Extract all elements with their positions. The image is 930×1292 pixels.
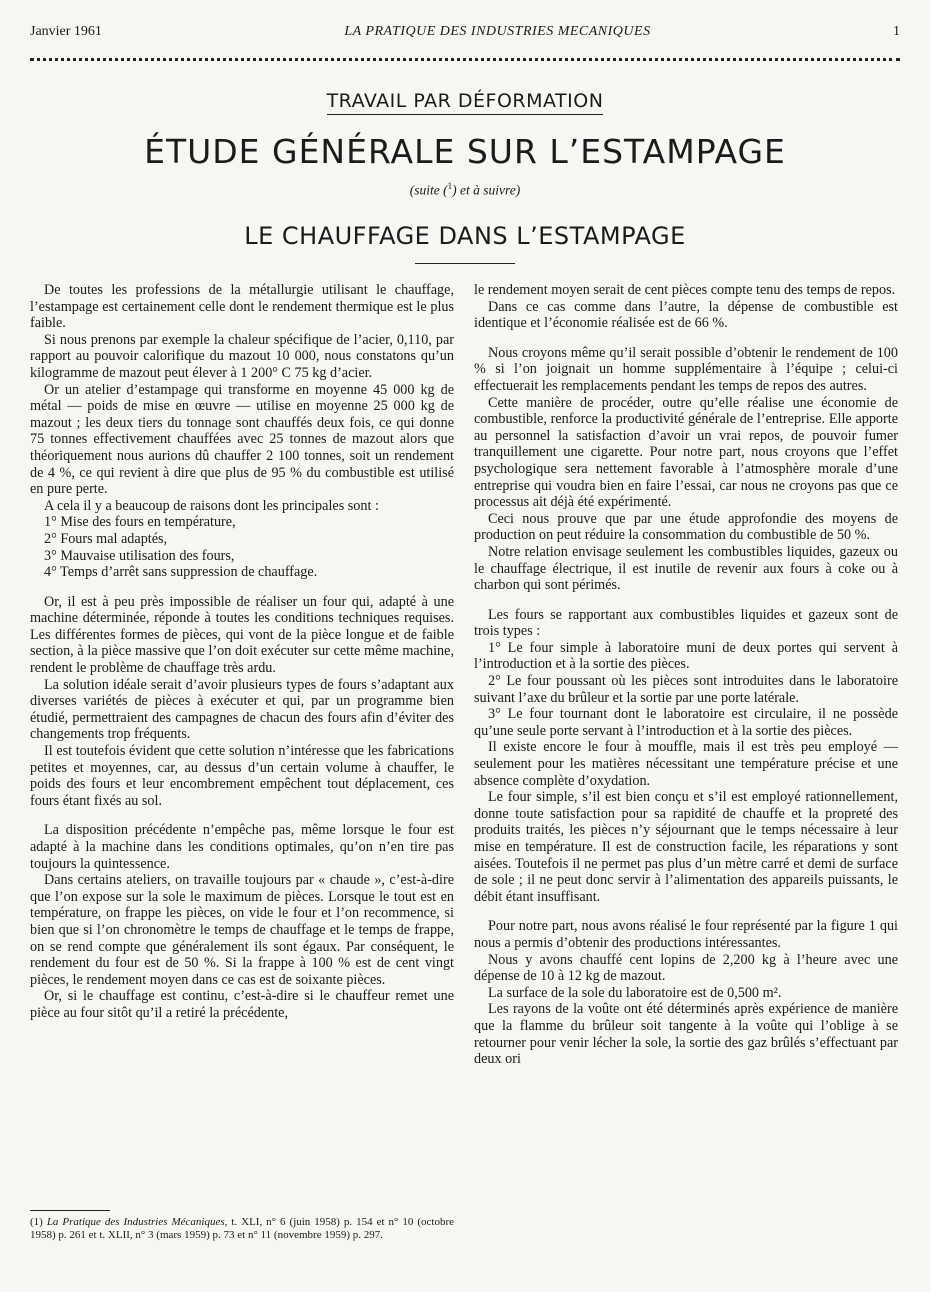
paragraph: De toutes les professions de la métallurgie utilisant le chauffage, l’estampage est certainement celle dont le rendement thermique est le plus faible.	[30, 282, 454, 332]
footnote-marker: (1)	[30, 1216, 43, 1228]
paragraph: Or un atelier d’estampage qui transforme en moyenne 45 000 kg de métal — poids de mise en œuvre — utilise en moyenne 25 000 kg de mazout ; les deux tiers du tonnage sont chauffés deux fois, ce qui donne 75 tonnes effectivement chauffées avec 25 tonnes de mazout alors que théoriquement nous aurions dû chauffer 2 100 tonnes, soit un rendement de 4 %, ce qui revient à dire que plus de 95 % du combustible est utilisé en pure perte.	[30, 381, 454, 498]
article-subtitle	[0, 181, 930, 199]
section-label-text: TRAVAIL PAR DÉFORMATION	[327, 90, 604, 115]
list-item: 2° Le four poussant où les pièces sont introduites dans le laboratoire suivant l’axe du brûleur et la sortie par une porte latérale.	[474, 673, 898, 706]
list-item: 3° Mauvaise utilisation des fours,	[44, 547, 235, 564]
list-item: 3° Le four tournant dont le laboratoire est circulaire, il ne possède qu’une seule porte servant à l’introduction et à la sortie des pièces.	[474, 706, 898, 739]
journal-name: LA PRATIQUE DES INDUSTRIES MECANIQUES	[344, 24, 651, 39]
paragraph: Pour notre part, nous avons réalisé le four représenté par la figure 1 qui nous a permis d’obtenir des productions intéressantes.	[474, 918, 898, 951]
list-item: 2° Fours mal adaptés,	[44, 530, 168, 547]
issue-date: Janvier 1961	[30, 24, 102, 39]
paragraph: le rendement moyen serait de cent pièces compte tenu des temps de repos.	[474, 282, 896, 298]
right-column	[474, 282, 898, 1068]
footnote-journal: La Pratique des Industries Mécaniques,	[46, 1216, 228, 1228]
paragraph: Si nous prenons par exemple la chaleur spécifique de l’acier, 0,110, par rapport au pouvoir calorifique du mazout 10 000, nous constatons qu’un kilogramme de mazout peut élever à 1 200° C 75 kg d’acier.	[30, 331, 454, 381]
footnote-rule	[30, 1210, 110, 1211]
paragraph: La solution idéale serait d’avoir plusieurs types de fours s’adaptant aux diverses variétés de pièces à exécuter et qui, par un programme bien étudié, permettraient des campagnes de chacun des fours afin d’éviter des changements trop fréquents.	[30, 676, 454, 743]
paragraph: Il existe encore le four à mouffle, mais il est très peu employé — seulement pour les matières nécessitant une température précise et une absence complète d’oxydation.	[474, 739, 898, 789]
paragraph: Ceci nous prouve que par une étude approfondie des moyens de production on peut réduire la consommation du combustible de 50 %.	[474, 510, 898, 544]
paragraph: Or, il est à peu près impossible de réaliser un four qui, adapté à une machine déterminée, réponde à toutes les conditions techniques requises. Les différentes formes de pièces, qui vont de la pièce longue et de faible section, à la pièce massive que l’on doit exécuter sur cette même machine, rendent le problème de chauffage très ardu.	[30, 593, 454, 677]
running-header	[30, 24, 900, 46]
paragraph: Nous croyons même qu’il serait possible d’obtenir le rendement de 100 % si l’on joignait un homme supplémentaire à l’équipe ; celui-ci effectuerait les remplacements pendant les temps de repos des autres.	[474, 344, 898, 394]
footnote-text: t. XLI, n° 6 (juin 1958) p. 154 et n° 10 (octobre 1958) p. 261 et t. XLII, n° 3 (mars 1959) p. 73 et n° 11 (novembre 1959) p. 297.	[30, 1216, 455, 1241]
paragraph: Dans certains ateliers, on travaille toujours par « chaude », c’est-à-dire que l’on expose sur la sole le maximum de pièces. Lorsque le tout est en température, on frappe les pièces, on vide le four et l’on recommence, si bien que si l’on chronomètre le temps de chauffage et le temps de frappe, on se rend compte que généralement ils sont égaux. Par conséquent, le rendement du four est de 50 %. Si la frappe à 100 % est de cent vingt pièces, le rendement moyen dans ce cas est de soixante pièces.	[30, 872, 454, 988]
heading-rule	[415, 263, 515, 264]
paragraph: Dans ce cas comme dans l’autre, la dépense de combustible est identique et l’économie réalisée est de 66 %.	[474, 298, 898, 332]
footnote-reference: 1	[447, 181, 453, 191]
paragraph: Cette manière de procéder, outre qu’elle réalise une économie de combustible, renforce la productivité générale de l’entreprise. Elle apporte au personnel la satisfaction d’avoir un vrai repos, de pouvoir fumer tranquillement une cigarette. Pour notre part, nous croyons que l’effet psychologique sera nettement favorable à l’atmosphère morale d’une entreprise qui voudra bien en faire l’essai, car nous ne croyons pas que ce processus ait déjà été expérimenté.	[474, 394, 898, 511]
section-label	[0, 90, 930, 112]
paragraph: A cela il y a beaucoup de raisons dont les principales sont :	[44, 497, 379, 514]
paragraph: Le four simple, s’il est bien conçu et s’il est employé rationnellement, donne toute satisfaction pour sa rapidité de chauffe et la propreté des produits traités, les pièces n’y séjournant que le temps nécessaire à leur mise en température. Il est de construction facile, les réparations y sont aisées. Toutefois il ne permet pas plus d’un mètre carré et demi de surface de sole ; il ne peut donc servir à l’alimentation des appareils puissants, le débit étant insuffisant.	[474, 789, 898, 905]
section-heading: LE CHAUFFAGE DANS L’ESTAMPAGE	[244, 222, 686, 250]
footnote	[30, 1216, 454, 1242]
paragraph: Les fours se rapportant aux combustibles liquides et gazeux sont de trois types :	[474, 606, 898, 640]
left-column	[30, 282, 454, 1022]
paragraph: La disposition précédente n’empêche pas, même lorsque le four est adapté à la machine dans les conditions optimales, qu’on n’en tire pas toujours la quintessence.	[30, 822, 454, 872]
paragraph: Notre relation envisage seulement les combustibles liquides, gazeux ou le chauffage électrique, il est inutile de revenir aux fours à coke ou à charbon qui sont périmés.	[474, 543, 898, 594]
list-item: 4° Temps d’arrêt sans suppression de chauffage.	[44, 564, 318, 581]
article-title: ÉTUDE GÉNÉRALE SUR L’ESTAMPAGE	[144, 132, 786, 171]
paragraph: La surface de la sole du laboratoire est de 0,500 m².	[488, 984, 782, 1001]
subtitle-post: ) et à suivre)	[452, 182, 521, 198]
subtitle-pre: (suite (	[409, 182, 448, 198]
list-item: 1° Mise des fours en température,	[44, 514, 236, 531]
paragraph: Les rayons de la voûte ont été déterminés après expérience de manière que la flamme du brûleur soit tangente à la voûte qui l’oblige à se retourner pour venir lécher la sole, la sortie des gaz brûlés s’effectuant par deux ori	[474, 1001, 898, 1068]
list-item: 1° Le four simple à laboratoire muni de deux portes qui servent à l’introduction et à la sortie des pièces.	[474, 639, 898, 673]
page-number: 1	[892, 24, 900, 39]
paragraph: Il est toutefois évident que cette solution n’intéresse que les fabrications petites et moyennes, car, au dessus d’un certain volume à chauffer, le poids des fours et leur encombrement empêchent tout déplacement, ces fours étant fixés au sol.	[30, 743, 454, 809]
paragraph: Or, si le chauffage est continu, c’est-à-dire si le chauffeur remet une pièce au four sitôt qu’il a retiré la précédente,	[30, 988, 454, 1021]
paragraph: Nous y avons chauffé cent lopins de 2,200 kg à l’heure avec une dépense de 10 à 12 kg de mazout.	[474, 951, 898, 985]
header-dotted-rule	[30, 58, 900, 61]
